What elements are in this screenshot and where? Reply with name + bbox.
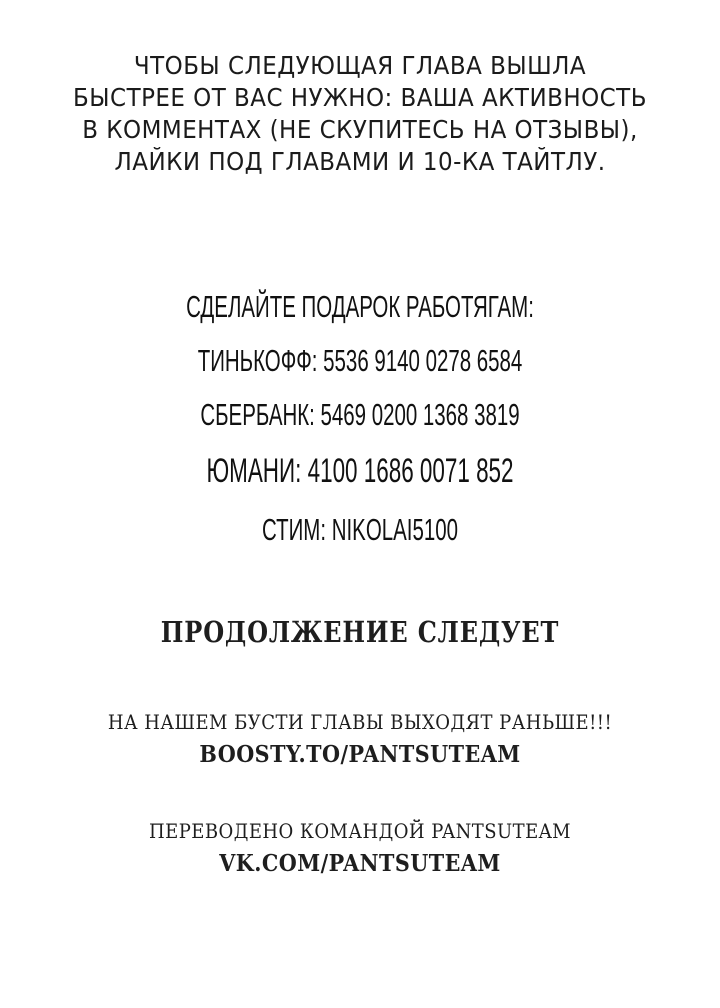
- donation-heading: СДЕЛАЙТЕ ПОДАРОК РАБОТЯГАМ:: [186, 289, 534, 324]
- donation-sberbank: СБЕРБАНК: 5469 0200 1368 3819: [200, 397, 520, 432]
- intro-line: ЛАЙКИ ПОД ГЛАВАМИ И 10-КА ТАЙТЛУ.: [114, 147, 606, 176]
- intro-line: ЧТОБЫ СЛЕДУЮЩАЯ ГЛАВА ВЫШЛА: [133, 51, 587, 80]
- translated-by-text: ПЕРЕВОДЕНО КОМАНДОЙ PANTSUTEAM: [148, 819, 572, 843]
- boosty-block: [0, 706, 720, 772]
- to-be-continued: [29, 615, 691, 649]
- vk-link[interactable]: VK.COM/PANTSUTEAM: [219, 850, 501, 877]
- boosty-link[interactable]: BOOSTY.TO/PANTSUTEAM: [199, 741, 521, 768]
- intro-line: БЫСТРЕЕ ОТ ВАС НУЖНО: ВАША АКТИВНОСТЬ: [73, 83, 647, 112]
- donation-steam: СТИМ: NIKOLAI5100: [262, 512, 458, 547]
- donation-block: [0, 280, 720, 560]
- donation-yoomoney: ЮМАНИ: 4100 1686 0071 852: [206, 452, 514, 490]
- intro-paragraph: [0, 50, 720, 178]
- intro-line: В КОММЕНТАХ (НЕ СКУПИТЕСЬ НА ОТЗЫВЫ),: [82, 115, 638, 144]
- donation-tinkoff: ТИНЬКОФФ: 5536 9140 0278 6584: [197, 343, 523, 378]
- vk-block: [0, 815, 720, 881]
- to-be-continued-text: ПРОДОЛЖЕНИЕ СЛЕДУЕТ: [160, 615, 560, 649]
- boosty-text: НА НАШЕМ БУСТИ ГЛАВЫ ВЫХОДЯТ РАНЬШЕ!!!: [107, 710, 613, 734]
